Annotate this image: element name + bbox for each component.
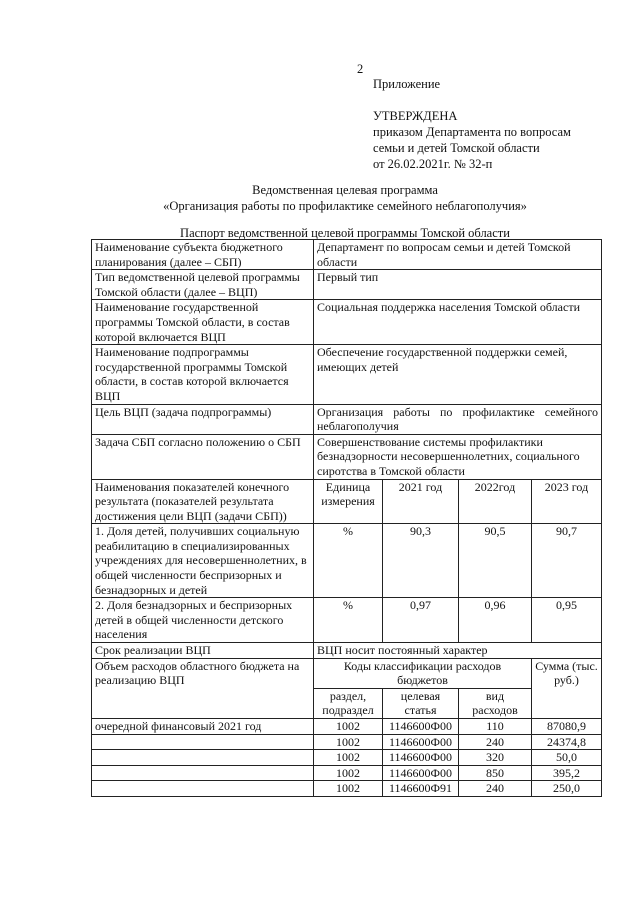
appendix-label: Приложение (373, 77, 441, 91)
table-row (92, 240, 602, 270)
term-label: Срок реализации ВЦП (92, 643, 314, 659)
indicator-2-name: 2. Доля безнадзорных и беспризорных детей в общей численности детского населения (92, 598, 314, 643)
expense-sum: 87080,9 (532, 719, 602, 735)
expense-kind: 110 (459, 719, 532, 735)
indicator-2-value-2021: 0,97 (383, 598, 459, 643)
page-number: 2 (357, 62, 364, 76)
period-label: очередной финансовый 2021 год (92, 719, 314, 735)
expense-section: 1002 (314, 734, 383, 750)
goal-value: Организация работы по профилактике семейного неблагополучия (314, 404, 602, 434)
task-label: Задача СБП согласно положению о СБП (92, 434, 314, 479)
indicators-header-label: Наименования показателей конечного результата (показателей результата достижения цели ВЦП (задачи СБП)) (92, 479, 314, 524)
unit-header: Единица измерения (314, 479, 383, 524)
indicator-1-value-2023: 90,7 (532, 524, 602, 598)
goal-label: Цель ВЦП (задача подпрограммы) (92, 404, 314, 434)
title-line-1: Ведомственная целевая программа (252, 183, 438, 197)
table-row (92, 643, 602, 659)
table-row (92, 404, 602, 434)
subprogram-label: Наименование подпрограммы государственной программы Томской области, в состав которой включается ВЦП (92, 345, 314, 404)
expense-kind: 320 (459, 750, 532, 766)
table-row (92, 434, 602, 479)
table-caption: Паспорт ведомственной целевой программы Томской области (180, 226, 510, 240)
program-label: Наименование государственной программы Томской области, в состав которой включается ВЦП (92, 300, 314, 345)
expense-sum: 395,2 (532, 765, 602, 781)
table-row (92, 658, 602, 688)
expenses-label: Объем расходов областного бюджета на реализацию ВЦП (92, 658, 314, 718)
indicator-2-value-2022: 0,96 (459, 598, 532, 643)
passport-table (91, 239, 602, 797)
expense-sum: 250,0 (532, 781, 602, 797)
approval-block (373, 76, 571, 172)
approval-line-1: приказом Департамента по вопросам (373, 125, 571, 139)
program-value: Социальная поддержка населения Томской области (314, 300, 602, 345)
col-target-header: целевая статья (383, 688, 459, 718)
sum-header: Сумма (тыс. руб.) (532, 658, 602, 718)
empty-cell (92, 781, 314, 797)
approval-line-2: семьи и детей Томской области (373, 141, 540, 155)
codes-header: Коды классификации расходов бюджетов (314, 658, 532, 688)
expense-section: 1002 (314, 750, 383, 766)
expense-target: 1146600Ф00 (383, 719, 459, 735)
indicator-2-value-2023: 0,95 (532, 598, 602, 643)
title-line-2: «Организация работы по профилактике семейного неблагополучия» (163, 199, 527, 213)
empty-cell (92, 765, 314, 781)
table-row (92, 750, 602, 766)
expense-kind: 850 (459, 765, 532, 781)
indicator-1-unit: % (314, 524, 383, 598)
expense-target: 1146600Ф00 (383, 750, 459, 766)
term-value: ВЦП носит постоянный характер (314, 643, 602, 659)
empty-cell (92, 750, 314, 766)
year-header-2023: 2023 год (532, 479, 602, 524)
task-value: Совершенствование системы профилактики безнадзорности несовершеннолетних, социального сиротства в Томской области (314, 434, 602, 479)
empty-cell (92, 734, 314, 750)
expense-target: 1146600Ф91 (383, 781, 459, 797)
sbp-label: Наименование субъекта бюджетного планирования (далее – СБП) (92, 240, 314, 270)
subprogram-value: Обеспечение государственной поддержки семей, имеющих детей (314, 345, 602, 404)
expense-kind: 240 (459, 781, 532, 797)
expense-sum: 24374,8 (532, 734, 602, 750)
expense-target: 1146600Ф00 (383, 765, 459, 781)
document-title (90, 182, 600, 214)
expense-section: 1002 (314, 781, 383, 797)
table-row (92, 734, 602, 750)
year-header-2022: 2022год (459, 479, 532, 524)
table-row (92, 598, 602, 643)
col-section-header: раздел, подраздел (314, 688, 383, 718)
table-row (92, 524, 602, 598)
table-row (92, 300, 602, 345)
indicator-1-name: 1. Доля детей, получивших социальную реабилитацию в специализированных учреждениях для несовершеннолетних, в общей численности беспризорных и безнадзорных и детей (92, 524, 314, 598)
indicator-1-value-2022: 90,5 (459, 524, 532, 598)
type-value: Первый тип (314, 270, 602, 300)
indicator-1-value-2021: 90,3 (383, 524, 459, 598)
expense-section: 1002 (314, 765, 383, 781)
table-row (92, 270, 602, 300)
type-label: Тип ведомственной целевой программы Томской области (далее – ВЦП) (92, 270, 314, 300)
table-row (92, 479, 602, 524)
table-row (92, 719, 602, 735)
expense-sum: 50,0 (532, 750, 602, 766)
col-kind-header: вид расходов (459, 688, 532, 718)
approved-label: УТВЕРЖДЕНА (373, 109, 458, 123)
sbp-value: Департамент по вопросам семьи и детей Томской области (314, 240, 602, 270)
expense-target: 1146600Ф00 (383, 734, 459, 750)
table-row (92, 765, 602, 781)
indicator-2-unit: % (314, 598, 383, 643)
expense-kind: 240 (459, 734, 532, 750)
table-row (92, 345, 602, 404)
expense-section: 1002 (314, 719, 383, 735)
approval-line-3: от 26.02.2021г. № 32-п (373, 157, 493, 171)
year-header-2021: 2021 год (383, 479, 459, 524)
table-row (92, 781, 602, 797)
